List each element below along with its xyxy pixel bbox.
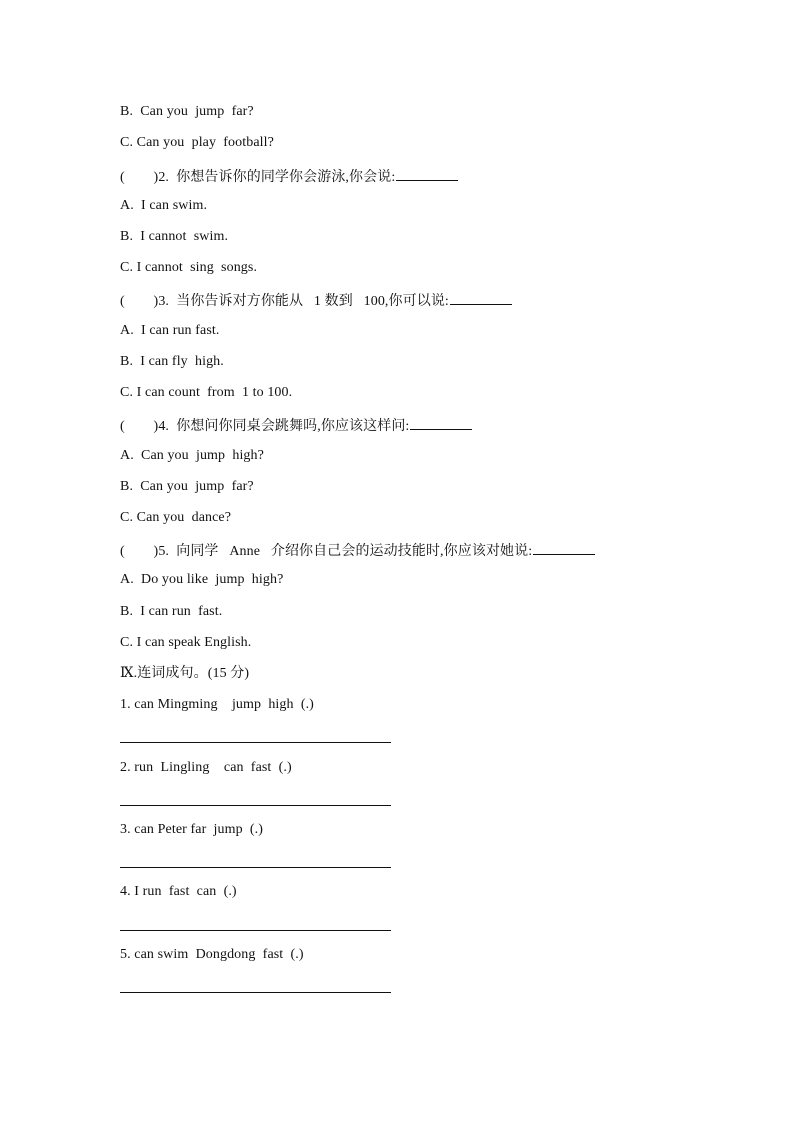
q2-option-a: A. I can swim. bbox=[120, 198, 208, 213]
ix-answer-line-5[interactable] bbox=[120, 992, 391, 993]
q1-option-c: C. Can you play football? bbox=[120, 135, 274, 150]
q2-option-b: B. I cannot swim. bbox=[120, 229, 229, 244]
q4-option-c: C. Can you dance? bbox=[120, 510, 232, 525]
q5-option-a: A. Do you like jump high? bbox=[120, 572, 284, 587]
q2-stem bbox=[120, 166, 458, 187]
q2-stem-text: ( )2. 你想告诉你的同学你会游泳,你会说: bbox=[120, 170, 396, 185]
q2-option-c: C. I cannot sing songs. bbox=[120, 260, 258, 275]
section-ix-heading: Ⅸ.连词成句。(15 分) bbox=[120, 666, 250, 681]
q5-stem bbox=[120, 540, 595, 561]
q3-option-a: A. I can run fast. bbox=[120, 323, 220, 338]
ix-answer-line-1[interactable] bbox=[120, 742, 391, 743]
ix-item-2: 2. run Lingling can fast (.) bbox=[120, 760, 292, 775]
q1-option-b: B. Can you jump far? bbox=[120, 104, 254, 119]
q3-option-b: B. I can fly high. bbox=[120, 354, 224, 369]
ix-answer-line-3[interactable] bbox=[120, 867, 391, 868]
q5-stem-text: ( )5. 向同学 Anne 介绍你自己会的运动技能时,你应该对她说: bbox=[120, 544, 533, 559]
q5-option-c: C. I can speak English. bbox=[120, 635, 252, 650]
q2-answer-blank[interactable] bbox=[396, 166, 458, 181]
q3-stem bbox=[120, 290, 512, 311]
ix-item-5: 5. can swim Dongdong fast (.) bbox=[120, 947, 304, 962]
ix-answer-line-2[interactable] bbox=[120, 805, 391, 806]
ix-item-4: 4. I run fast can (.) bbox=[120, 884, 237, 899]
ix-answer-line-4[interactable] bbox=[120, 930, 391, 931]
q3-option-c: C. I can count from 1 to 100. bbox=[120, 385, 293, 400]
q4-option-b: B. Can you jump far? bbox=[120, 479, 254, 494]
q4-answer-blank[interactable] bbox=[410, 415, 472, 430]
ix-item-3: 3. can Peter far jump (.) bbox=[120, 822, 264, 837]
q3-answer-blank[interactable] bbox=[450, 290, 512, 305]
q4-stem-text: ( )4. 你想问你同桌会跳舞吗,你应该这样问: bbox=[120, 419, 410, 434]
q3-stem-text: ( )3. 当你告诉对方你能从 1 数到 100,你可以说: bbox=[120, 294, 449, 309]
q4-option-a: A. Can you jump high? bbox=[120, 448, 264, 463]
q5-option-b: B. I can run fast. bbox=[120, 604, 223, 619]
q5-answer-blank[interactable] bbox=[533, 540, 595, 555]
ix-item-1: 1. can Mingming jump high (.) bbox=[120, 697, 314, 712]
q4-stem bbox=[120, 415, 472, 436]
